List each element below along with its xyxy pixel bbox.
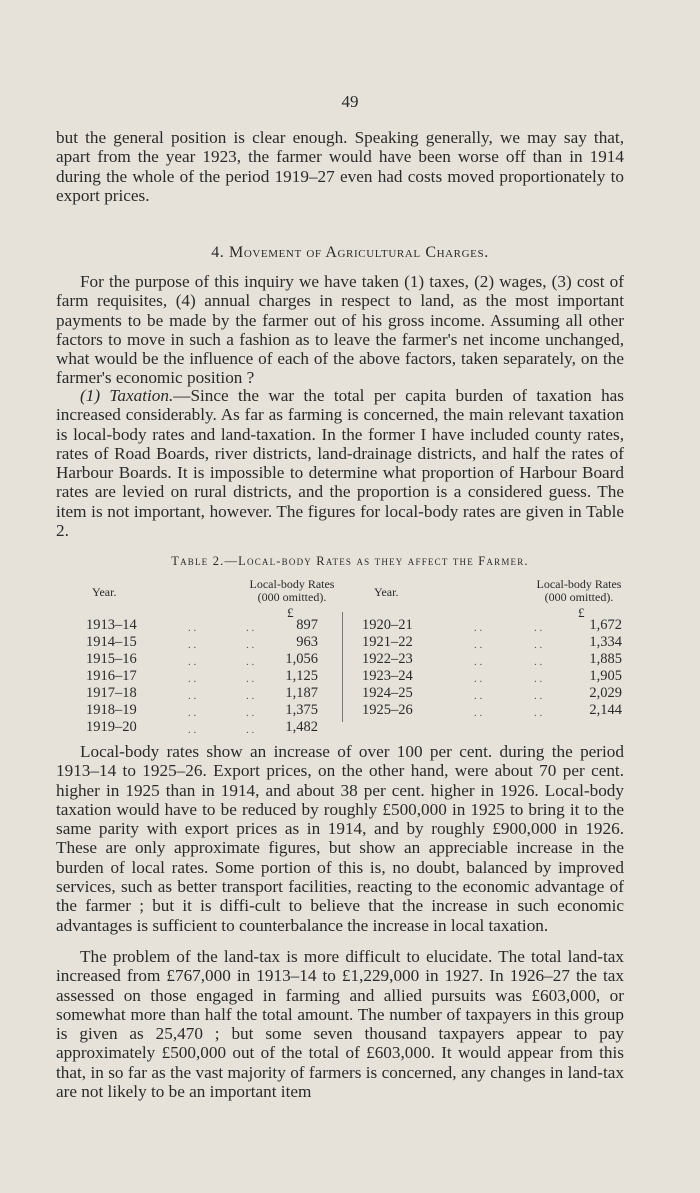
row-year: 1920–21 xyxy=(362,617,413,633)
leader-dots: . . xyxy=(534,673,543,685)
header-rates-left-line2: (000 omitted). xyxy=(257,590,327,604)
leader-dots: . . xyxy=(246,639,255,651)
row-value: 1,056 xyxy=(285,651,318,667)
paragraph-4: The problem of the land-tax is more difficult to elucidate. The total land-tax increased from £767,000 in 1913–14 to £1,229,000 in 1927. In 1926–27 the tax assessed on those engaged in farming and allied pursuits was £603,000, or somewhat more than half the total amount. The number of taxpayers in this group is given as 25,470 ; but some seven thousand taxpayers appear to pay approximately £500,000 out of the total of £603,000. It would appear from this that, in so far as the vast majority of farmers is concerned, any changes in land-tax are not likely to be an important item xyxy=(56,947,624,1102)
header-year-left: Year. xyxy=(92,585,117,599)
paragraph-2-text: —Since the war the total per capita burden of taxation has increased considerably. As far as farming is concerned, the main relevant taxation is local-body rates and land-taxation. In the former I have included county rates, rates of Road Boards, river districts, land-drainage districts, and half the rates of Harbour Boards. It is impossible to determine what proportion of Harbour Board rates are levied on rural districts, and the proportion is a considered guess. The item is not important, however. The figures for local-body rates are given in Table 2. xyxy=(56,386,624,541)
leader-dots: . . xyxy=(246,656,255,668)
leader-dots: . . xyxy=(188,724,197,736)
header-rates-left xyxy=(222,578,362,604)
leader-dots: . . xyxy=(474,622,483,634)
row-value: 1,905 xyxy=(589,668,622,684)
leader-dots: . . xyxy=(474,656,483,668)
row-year: 1913–14 xyxy=(86,617,137,633)
row-year: 1923–24 xyxy=(362,668,413,684)
row-value: 1,334 xyxy=(589,634,622,650)
header-rates-right xyxy=(516,578,642,604)
section-heading-text: 4. Movement of Agricultural Charges. xyxy=(211,244,489,261)
table-title xyxy=(0,554,700,569)
row-year: 1925–26 xyxy=(362,702,413,718)
taxation-label: (1) Taxation. xyxy=(80,386,174,405)
row-value: 2,144 xyxy=(589,702,622,718)
row-value: 1,187 xyxy=(285,685,318,701)
leader-dots: . . xyxy=(534,690,543,702)
leader-dots: . . xyxy=(246,673,255,685)
row-year: 1917–18 xyxy=(86,685,137,701)
row-value: 1,375 xyxy=(285,702,318,718)
paragraph-1: For the purpose of this inquiry we have taken (1) taxes, (2) wages, (3) cost of farm requisites, (4) annual charges in respect to land, as the most important payments to be made by the farmer out of his gross income. Assuming all other factors to move in such a fashion as to leave the farmer's net income unchanged, what would be the influence of each of the above factors, taken separately, on the farmer's economic position ? xyxy=(56,272,624,388)
row-year: 1921–22 xyxy=(362,634,413,650)
leader-dots: . . xyxy=(246,690,255,702)
table-row xyxy=(0,634,700,651)
row-value: 1,125 xyxy=(285,668,318,684)
leader-dots: . . xyxy=(188,673,197,685)
header-year-right: Year. xyxy=(374,585,399,599)
paragraph-3: Local-body rates show an increase of over 100 per cent. during the period 1913–14 to 1925–26. Export prices, on the other hand, were about 70 per cent. higher in 1925 than in 1914, and about 38 per cent. higher in 1926. Local-body taxation would have to be reduced by roughly £500,000 in 1925 to bring it to the same parity with export prices as in 1914, and by roughly £900,000 in 1926. These are only approximate figures, but show an appreciable increase in the burden of local rates. Some portion of this is, no doubt, balanced by improved services, such as better transport facilities, reacting to the economic advantage of the farmer ; but it is diffi-cult to believe that the increase in such economic advantages is sufficient to counterbalance the increase in local taxation. xyxy=(56,742,624,935)
row-value: 2,029 xyxy=(589,685,622,701)
leader-dots: . . xyxy=(246,724,255,736)
unit-left: £ xyxy=(287,605,294,620)
section-heading xyxy=(0,244,700,262)
leader-dots: . . xyxy=(474,639,483,651)
intro-paragraph: but the general position is clear enough. Speaking generally, we may say that, apart from the year 1923, the farmer would have been worse off than in 1914 during the whole of the period 1919–27 even had costs moved proportionately to export prices. xyxy=(56,128,624,205)
table-row xyxy=(0,668,700,685)
leader-dots: . . xyxy=(534,622,543,634)
header-rates-right-line1: Local-body Rates xyxy=(536,577,622,591)
leader-dots: . . xyxy=(188,622,197,634)
row-value: 1,885 xyxy=(589,651,622,667)
table-row xyxy=(0,651,700,668)
table-row xyxy=(0,685,700,702)
paragraph-2 xyxy=(56,386,624,540)
leader-dots: . . xyxy=(188,690,197,702)
unit-right: £ xyxy=(578,605,585,620)
row-year: 1916–17 xyxy=(86,668,137,684)
table-row xyxy=(0,702,700,719)
header-rates-right-line2: (000 omitted). xyxy=(544,590,614,604)
row-year: 1922–23 xyxy=(362,651,413,667)
leader-dots: . . xyxy=(534,656,543,668)
leader-dots: . . xyxy=(474,707,483,719)
page-number: 49 xyxy=(341,92,359,111)
leader-dots: . . xyxy=(246,622,255,634)
row-year: 1919–20 xyxy=(86,719,137,735)
header-rates-left-line1: Local-body Rates xyxy=(249,577,335,591)
row-year: 1924–25 xyxy=(362,685,413,701)
table-title-text: Table 2.—Local-body Rates as they affect the Farmer. xyxy=(171,554,529,568)
leader-dots: . . xyxy=(474,690,483,702)
row-year: 1914–15 xyxy=(86,634,137,650)
row-value: 963 xyxy=(296,634,318,650)
row-year: 1915–16 xyxy=(86,651,137,667)
leader-dots: . . xyxy=(534,707,543,719)
table-row xyxy=(0,617,700,634)
row-value: 1,672 xyxy=(589,617,622,633)
row-value: 897 xyxy=(296,617,318,633)
leader-dots: . . xyxy=(534,639,543,651)
leader-dots: . . xyxy=(246,707,255,719)
leader-dots: . . xyxy=(474,673,483,685)
row-year: 1918–19 xyxy=(86,702,137,718)
table-row xyxy=(0,719,700,736)
row-value: 1,482 xyxy=(285,719,318,735)
leader-dots: . . xyxy=(188,707,197,719)
leader-dots: . . xyxy=(188,656,197,668)
leader-dots: . . xyxy=(188,639,197,651)
